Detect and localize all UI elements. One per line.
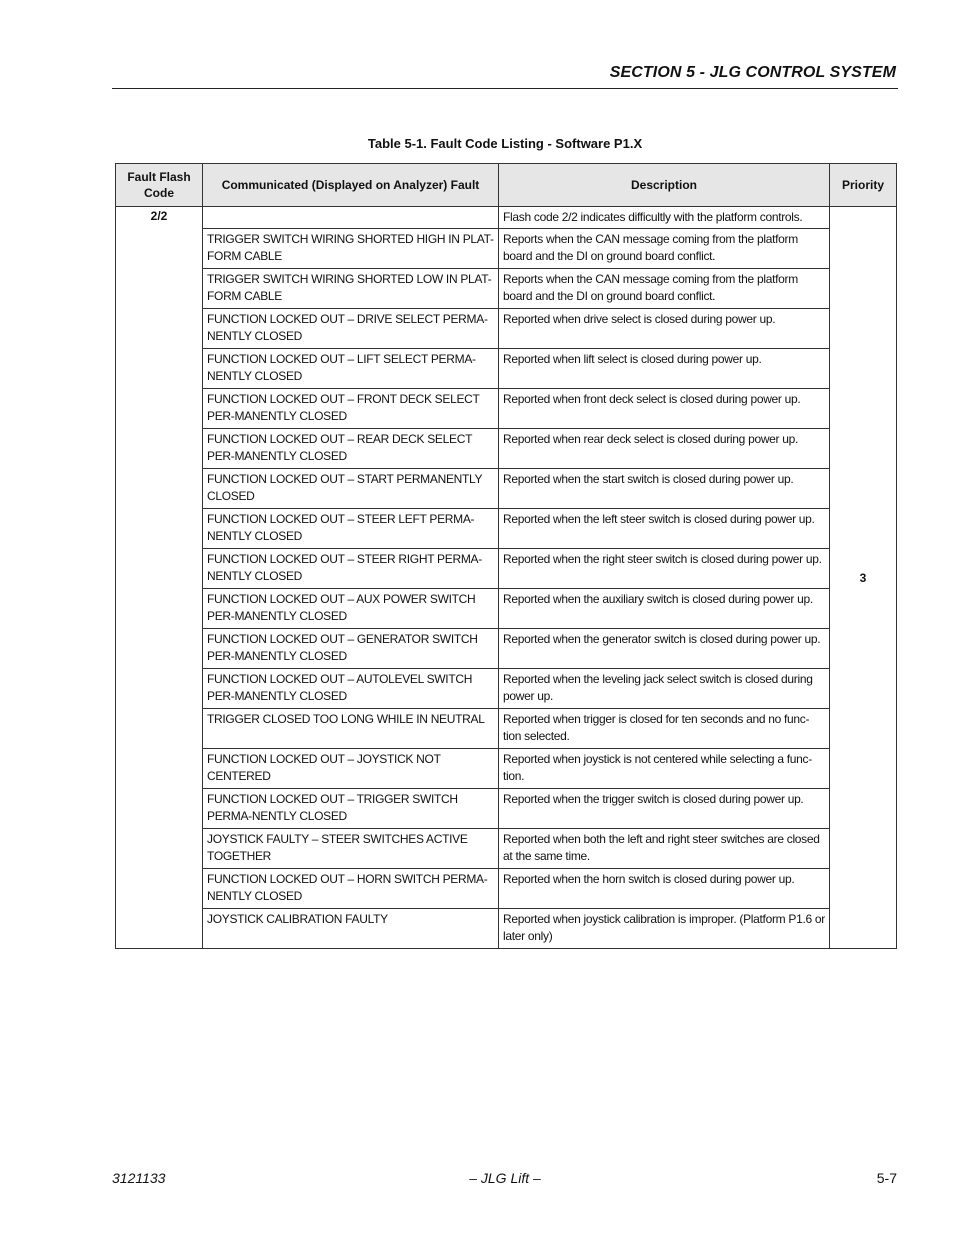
- fault-cell: JOYSTICK FAULTY – STEER SWITCHES ACTIVE TOGETHER: [203, 829, 499, 869]
- table-row: [116, 709, 897, 749]
- fault-cell: FUNCTION LOCKED OUT – FRONT DECK SELECT PER-MANENTLY CLOSED: [203, 389, 499, 429]
- column-header-fault: Communicated (Displayed on Analyzer) Fault: [203, 164, 499, 207]
- fault-cell: TRIGGER CLOSED TOO LONG WHILE IN NEUTRAL: [203, 709, 499, 749]
- description-cell: Reported when the right steer switch is closed during power up.: [499, 549, 830, 589]
- table-row: [116, 749, 897, 789]
- description-cell: Reported when the start switch is closed during power up.: [499, 469, 830, 509]
- fault-cell: FUNCTION LOCKED OUT – DRIVE SELECT PERMA-NENTLY CLOSED: [203, 309, 499, 349]
- description-cell: Reported when the generator switch is closed during power up.: [499, 629, 830, 669]
- table-row: [116, 469, 897, 509]
- description-cell: Reported when the horn switch is closed during power up.: [499, 869, 830, 909]
- fault-cell: JOYSTICK CALIBRATION FAULTY: [203, 909, 499, 949]
- table-body: [116, 207, 897, 949]
- table-row: [116, 269, 897, 309]
- header-rule: [112, 88, 898, 89]
- fault-cell: FUNCTION LOCKED OUT – START PERMANENTLY CLOSED: [203, 469, 499, 509]
- fault-cell: FUNCTION LOCKED OUT – LIFT SELECT PERMA-NENTLY CLOSED: [203, 349, 499, 389]
- table-row: [116, 909, 897, 949]
- description-cell: Reported when the trigger switch is closed during power up.: [499, 789, 830, 829]
- table-row: [116, 389, 897, 429]
- footer-center-text: – JLG Lift –: [469, 1170, 541, 1186]
- fault-cell: FUNCTION LOCKED OUT – AUTOLEVEL SWITCH PER-MANENTLY CLOSED: [203, 669, 499, 709]
- footer-page-number: 5-7: [876, 1170, 897, 1186]
- column-header-code: Fault Flash Code: [116, 164, 203, 207]
- fault-cell: FUNCTION LOCKED OUT – AUX POWER SWITCH PER-MANENTLY CLOSED: [203, 589, 499, 629]
- description-cell: Reported when both the left and right steer switches are closed at the same time.: [499, 829, 830, 869]
- description-cell: Reported when trigger is closed for ten seconds and no func-tion selected.: [499, 709, 830, 749]
- description-cell: Reported when the left steer switch is closed during power up.: [499, 509, 830, 549]
- description-cell: Reported when the leveling jack select switch is closed during power up.: [499, 669, 830, 709]
- column-header-description: Description: [499, 164, 830, 207]
- table-row: [116, 589, 897, 629]
- fault-cell: TRIGGER SWITCH WIRING SHORTED HIGH IN PLAT-FORM CABLE: [203, 229, 499, 269]
- flash-code-cell: 2/2: [116, 207, 203, 949]
- footer-doc-number: 3121133: [112, 1170, 166, 1186]
- fault-cell: FUNCTION LOCKED OUT – REAR DECK SELECT PER-MANENTLY CLOSED: [203, 429, 499, 469]
- table-row: [116, 207, 897, 229]
- fault-cell: FUNCTION LOCKED OUT – TRIGGER SWITCH PERMA-NENTLY CLOSED: [203, 789, 499, 829]
- description-cell: Reported when the auxiliary switch is closed during power up.: [499, 589, 830, 629]
- table-header-row: [116, 164, 897, 207]
- table-row: [116, 629, 897, 669]
- description-cell: Reported when drive select is closed during power up.: [499, 309, 830, 349]
- fault-cell: TRIGGER SWITCH WIRING SHORTED LOW IN PLAT-FORM CABLE: [203, 269, 499, 309]
- fault-cell: FUNCTION LOCKED OUT – GENERATOR SWITCH PER-MANENTLY CLOSED: [203, 629, 499, 669]
- fault-cell: FUNCTION LOCKED OUT – HORN SWITCH PERMA-NENTLY CLOSED: [203, 869, 499, 909]
- table-row: [116, 549, 897, 589]
- table-row: [116, 429, 897, 469]
- fault-code-table: [115, 163, 897, 949]
- column-header-priority: Priority: [830, 164, 897, 207]
- description-cell: Reports when the CAN message coming from the platform board and the DI on ground board conflict.: [499, 229, 830, 269]
- priority-cell: 3: [830, 207, 897, 949]
- fault-cell: FUNCTION LOCKED OUT – STEER LEFT PERMA-NENTLY CLOSED: [203, 509, 499, 549]
- table-row: [116, 349, 897, 389]
- fault-cell: [203, 207, 499, 229]
- description-cell: Reported when front deck select is closed during power up.: [499, 389, 830, 429]
- description-cell: Reported when rear deck select is closed during power up.: [499, 429, 830, 469]
- table-row: [116, 869, 897, 909]
- description-cell: Reported when joystick is not centered while selecting a func-tion.: [499, 749, 830, 789]
- fault-cell: FUNCTION LOCKED OUT – JOYSTICK NOT CENTERED: [203, 749, 499, 789]
- table-row: [116, 829, 897, 869]
- fault-cell: FUNCTION LOCKED OUT – STEER RIGHT PERMA-NENTLY CLOSED: [203, 549, 499, 589]
- table-row: [116, 669, 897, 709]
- table-row: [116, 789, 897, 829]
- description-cell: Reported when lift select is closed during power up.: [499, 349, 830, 389]
- table-row: [116, 509, 897, 549]
- section-title: SECTION 5 - JLG CONTROL SYSTEM: [609, 64, 896, 81]
- description-cell: Flash code 2/2 indicates difficultly with the platform controls.: [499, 207, 830, 229]
- description-cell: Reports when the CAN message coming from the platform board and the DI on ground board conflict.: [499, 269, 830, 309]
- table-row: [116, 229, 897, 269]
- table-title: Table 5-1. Fault Code Listing - Software P1.X: [367, 136, 643, 151]
- table-row: [116, 309, 897, 349]
- description-cell: Reported when joystick calibration is improper. (Platform P1.6 or later only): [499, 909, 830, 949]
